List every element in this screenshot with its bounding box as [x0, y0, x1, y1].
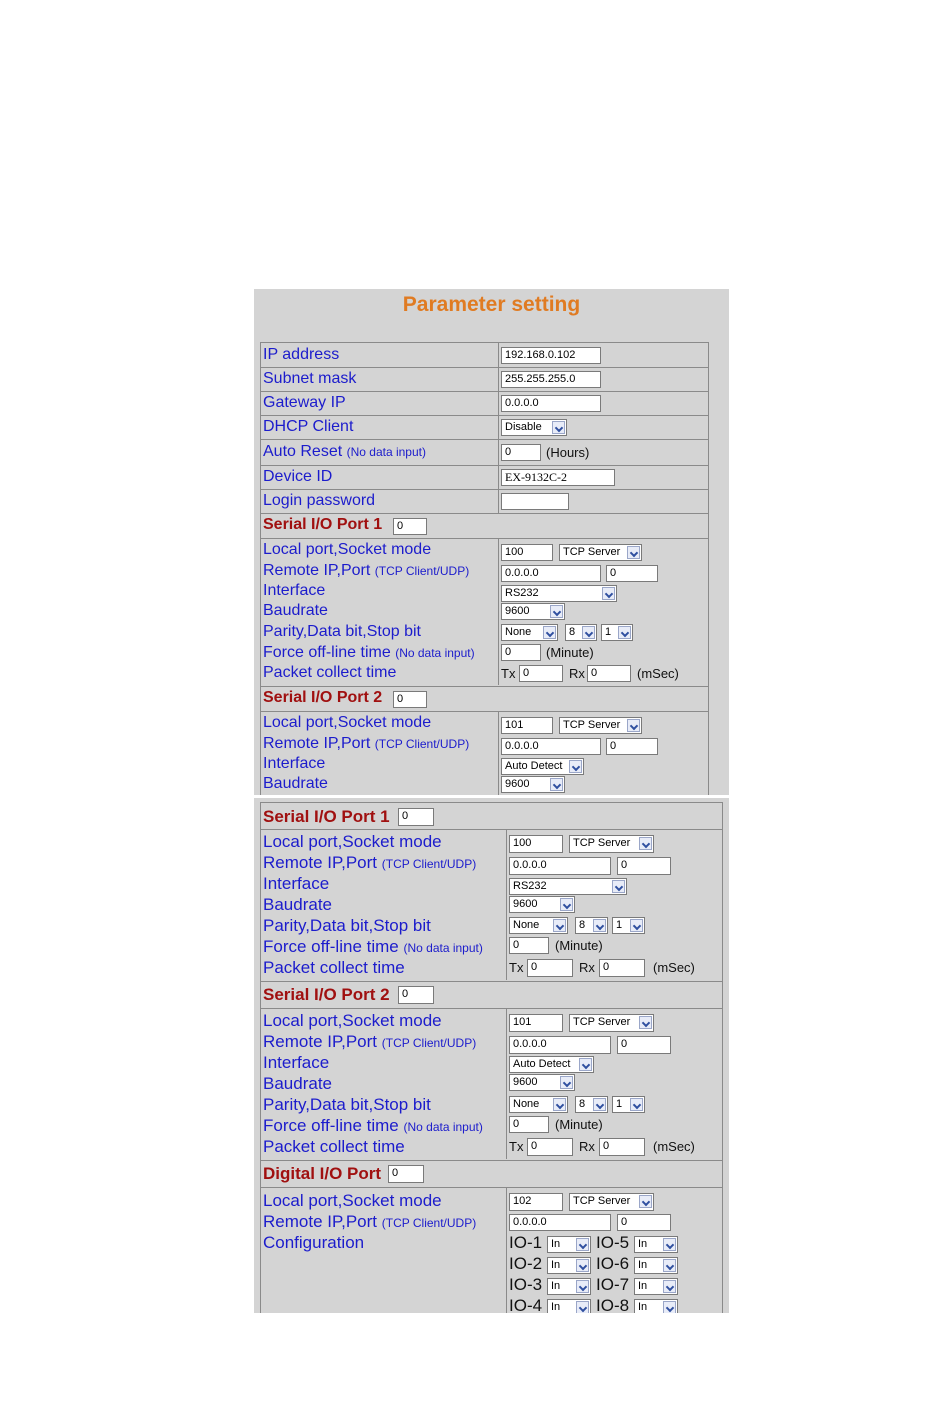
chevron-down-icon [639, 1016, 652, 1029]
data-bit-select[interactable] [575, 1096, 608, 1113]
remote-ip-label [263, 1032, 476, 1052]
packet-unit: (mSec) [653, 1139, 695, 1154]
parity-label: Parity,Data bit,Stop bit [263, 916, 431, 935]
packet-collect-label: Packet collect time [263, 958, 405, 977]
serial-port-2-header [260, 982, 723, 1009]
socket-mode-value: TCP Server [573, 1016, 631, 1028]
remote-ip-text: Remote IP,Port [263, 1212, 378, 1231]
data-bit-value: 8 [579, 919, 586, 931]
io-4-value: In [551, 1301, 561, 1313]
tx-label: Tx [509, 1139, 524, 1154]
stop-bit-select[interactable] [612, 1096, 645, 1113]
socket-mode-select[interactable] [569, 1193, 654, 1211]
remote-ip-input[interactable]: 0.0.0.0 [509, 1214, 611, 1231]
parity-value: None [505, 626, 532, 638]
serial-port-2-header [260, 687, 709, 712]
local-port-label: Local port,Socket mode [263, 714, 432, 731]
remote-ip-note: (TCP Client/UDP) [381, 1216, 477, 1230]
parity-select[interactable] [501, 624, 558, 641]
auto-reset-text: Auto Reset [263, 443, 343, 460]
page-title: Parameter setting [402, 293, 581, 316]
io-1-label: IO-1 [509, 1233, 543, 1252]
io-3-label: IO-3 [509, 1275, 543, 1294]
parity-label: Parity,Data bit,Stop bit [263, 1095, 431, 1114]
remote-ip-input[interactable]: 0.0.0.0 [501, 565, 601, 582]
data-bit-select[interactable] [575, 917, 608, 934]
io-6-label: IO-6 [596, 1254, 630, 1273]
offline-time-input[interactable]: 0 [509, 1116, 549, 1133]
tx-label: Tx [509, 960, 524, 975]
device-id-input[interactable]: EX-9132C-2 [501, 469, 615, 486]
chevron-down-icon [576, 1238, 589, 1251]
socket-mode-value: TCP Server [563, 719, 621, 731]
io-5-value: In [638, 1238, 648, 1250]
tx-input[interactable]: 0 [527, 1138, 573, 1156]
general-settings-table [260, 342, 709, 514]
packet-collect-label: Packet collect time [263, 1137, 405, 1156]
remote-ip-text: Remote IP,Port [263, 735, 371, 752]
gateway-ip-input[interactable]: 0.0.0.0 [501, 395, 601, 412]
chevron-down-icon [576, 1301, 589, 1313]
ip-address-label: IP address [263, 346, 340, 363]
data-bit-value: 8 [579, 1098, 586, 1110]
serial-port-2-id-input[interactable]: 0 [398, 986, 434, 1004]
tx-label: Tx [501, 666, 516, 681]
io-5-select[interactable] [634, 1236, 678, 1253]
rx-label: Rx [579, 960, 595, 975]
baudrate-label: Baudrate [263, 602, 328, 619]
subnet-mask-label: Subnet mask [263, 370, 357, 387]
offline-time-note: (No data input) [395, 646, 475, 660]
auto-reset-label [263, 443, 426, 461]
remote-port-input[interactable]: 0 [617, 857, 671, 875]
parity-value: None [513, 919, 540, 931]
dhcp-client-label: DHCP Client [263, 418, 354, 435]
remote-ip-label [263, 1212, 476, 1232]
local-port-input[interactable]: 100 [509, 835, 563, 853]
packet-unit: (mSec) [637, 666, 679, 681]
serial-port-2-settings [260, 712, 709, 795]
io-6-select[interactable] [634, 1257, 678, 1274]
interface-select[interactable] [509, 878, 627, 895]
remote-ip-note: (TCP Client/UDP) [381, 857, 477, 871]
chevron-down-icon [612, 880, 625, 893]
tx-input[interactable]: 0 [527, 959, 573, 977]
baudrate-value: 9600 [513, 898, 538, 910]
digital-io-id-input[interactable]: 0 [388, 1165, 424, 1183]
gateway-ip-label: Gateway IP [263, 394, 346, 411]
configuration-label: Configuration [263, 1233, 365, 1252]
baudrate-label: Baudrate [263, 895, 332, 914]
local-port-input[interactable]: 100 [501, 544, 553, 561]
interface-value: Auto Detect [513, 1058, 571, 1070]
remote-ip-label [263, 853, 476, 873]
remote-ip-input[interactable]: 0.0.0.0 [509, 1036, 611, 1054]
remote-port-input[interactable]: 0 [617, 1214, 671, 1231]
chevron-down-icon [593, 1098, 606, 1111]
serial-port-1-header [260, 514, 709, 539]
io-6-value: In [638, 1259, 648, 1271]
parity-select[interactable] [509, 917, 568, 934]
interface-label: Interface [263, 874, 330, 893]
offline-time-unit: (Minute) [555, 938, 603, 953]
local-port-label: Local port,Socket mode [263, 1011, 442, 1030]
data-bit-select[interactable] [565, 624, 597, 641]
auto-reset-note: (No data input) [346, 445, 426, 459]
parity-label: Parity,Data bit,Stop bit [263, 623, 421, 640]
offline-time-unit: (Minute) [555, 1117, 603, 1132]
chevron-down-icon [618, 626, 631, 639]
interface-select[interactable] [501, 585, 617, 602]
chevron-down-icon [550, 778, 563, 791]
socket-mode-select[interactable] [559, 717, 642, 734]
stop-bit-select[interactable] [612, 917, 645, 934]
chevron-down-icon [582, 626, 595, 639]
device-id-label: Device ID [263, 468, 333, 485]
parameter-setting-panel [254, 289, 729, 795]
remote-ip-input[interactable]: 0.0.0.0 [501, 738, 601, 755]
ip-address-input[interactable]: 192.168.0.102 [501, 347, 601, 364]
chevron-down-icon [663, 1280, 676, 1293]
local-port-label: Local port,Socket mode [263, 541, 432, 558]
io-5-label: IO-5 [596, 1233, 630, 1252]
chevron-down-icon [630, 1098, 643, 1111]
rx-label: Rx [579, 1139, 595, 1154]
offline-time-input[interactable]: 0 [501, 644, 541, 661]
subnet-mask-input[interactable]: 255.255.255.0 [501, 371, 601, 388]
io-4-label: IO-4 [509, 1296, 543, 1313]
offline-time-note: (No data input) [403, 1120, 483, 1134]
serial-port-2-id-input[interactable]: 0 [393, 691, 427, 708]
interface-value: RS232 [505, 587, 539, 599]
io-2-select[interactable] [547, 1257, 591, 1274]
baudrate-value: 9600 [505, 605, 530, 617]
digital-io-header [260, 1161, 723, 1188]
serial-port-2-title: Serial I/O Port 2 [263, 985, 390, 1004]
io-4-select[interactable] [547, 1299, 591, 1313]
baudrate-select[interactable] [501, 603, 565, 620]
socket-mode-value: TCP Server [573, 1195, 631, 1207]
chevron-down-icon [552, 421, 565, 434]
packet-unit: (mSec) [653, 960, 695, 975]
local-port-label: Local port,Socket mode [263, 832, 442, 851]
local-port-input[interactable]: 101 [501, 717, 553, 734]
offline-time-label [263, 644, 475, 662]
packet-collect-label: Packet collect time [263, 664, 397, 681]
chevron-down-icon [663, 1259, 676, 1272]
serial-port-1-settings [260, 830, 723, 982]
baudrate-value: 9600 [513, 1076, 538, 1088]
parity-select[interactable] [509, 1096, 568, 1113]
serial-port-2-title: Serial I/O Port 2 [263, 689, 383, 706]
stop-bit-value: 1 [616, 919, 623, 931]
chevron-down-icon [630, 919, 643, 932]
chevron-down-icon [602, 587, 615, 600]
serial-port-1-settings [260, 539, 709, 687]
interface-select[interactable] [509, 1056, 594, 1073]
chevron-down-icon [593, 919, 606, 932]
chevron-down-icon [576, 1259, 589, 1272]
chevron-down-icon [569, 760, 582, 773]
io-8-label: IO-8 [596, 1296, 630, 1313]
socket-mode-value: TCP Server [573, 837, 631, 849]
remote-ip-text: Remote IP,Port [263, 853, 378, 872]
digital-io-title: Digital I/O Port [263, 1164, 382, 1183]
offline-time-text: Force off-line time [263, 1116, 399, 1135]
chevron-down-icon [560, 898, 573, 911]
remote-ip-input[interactable]: 0.0.0.0 [509, 857, 611, 875]
chevron-down-icon [553, 919, 566, 932]
io-1-select[interactable] [547, 1236, 591, 1253]
remote-ip-label [263, 562, 469, 580]
socket-mode-value: TCP Server [563, 546, 621, 558]
local-port-input[interactable]: 102 [509, 1193, 563, 1211]
remote-ip-note: (TCP Client/UDP) [374, 564, 470, 578]
serial-port-1-title: Serial I/O Port 1 [263, 807, 390, 826]
io-7-value: In [638, 1280, 648, 1292]
interface-label: Interface [263, 755, 326, 772]
chevron-down-icon [627, 546, 640, 559]
remote-port-input[interactable]: 0 [617, 1036, 671, 1054]
io-2-value: In [551, 1259, 561, 1271]
socket-mode-select[interactable] [569, 1014, 654, 1032]
stop-bit-value: 1 [616, 1098, 623, 1110]
io-8-value: In [638, 1301, 648, 1313]
remote-ip-text: Remote IP,Port [263, 562, 371, 579]
auto-reset-input[interactable]: 0 [501, 444, 541, 461]
io-1-value: In [551, 1238, 561, 1250]
io-7-select[interactable] [634, 1278, 678, 1295]
parameter-setting-panel-scrolled [254, 798, 729, 1313]
stop-bit-select[interactable] [601, 624, 633, 641]
remote-ip-note: (TCP Client/UDP) [374, 737, 470, 751]
chevron-down-icon [663, 1238, 676, 1251]
rx-input[interactable]: 0 [599, 959, 645, 977]
login-password-input[interactable] [501, 493, 569, 510]
dhcp-client-select[interactable] [501, 419, 567, 436]
io-2-label: IO-2 [509, 1254, 543, 1273]
tx-input[interactable]: 0 [519, 665, 563, 682]
offline-time-text: Force off-line time [263, 644, 391, 661]
stop-bit-value: 1 [605, 626, 612, 638]
serial-port-1-id-input[interactable]: 0 [393, 518, 427, 535]
offline-time-label [263, 1116, 483, 1136]
data-bit-value: 8 [569, 626, 576, 638]
offline-time-text: Force off-line time [263, 937, 399, 956]
baudrate-select[interactable] [501, 776, 565, 793]
interface-select[interactable] [501, 758, 584, 775]
serial-port-2-settings [260, 1009, 723, 1161]
remote-ip-note: (TCP Client/UDP) [381, 1036, 477, 1050]
chevron-down-icon [550, 605, 563, 618]
baudrate-label: Baudrate [263, 1074, 332, 1093]
auto-reset-unit: (Hours) [546, 445, 590, 460]
local-port-input[interactable]: 101 [509, 1014, 563, 1032]
io-7-label: IO-7 [596, 1275, 630, 1294]
chevron-down-icon [663, 1301, 676, 1313]
chevron-down-icon [543, 626, 556, 639]
rx-input[interactable]: 0 [587, 665, 631, 682]
interface-value: RS232 [513, 880, 547, 892]
chevron-down-icon [560, 1076, 573, 1089]
chevron-down-icon [576, 1280, 589, 1293]
remote-port-input[interactable]: 0 [606, 565, 658, 582]
chevron-down-icon [639, 1195, 652, 1208]
chevron-down-icon [579, 1058, 592, 1071]
socket-mode-select[interactable] [569, 835, 654, 853]
local-port-label: Local port,Socket mode [263, 1191, 442, 1210]
offline-time-input[interactable]: 0 [509, 937, 549, 954]
rx-label: Rx [569, 666, 585, 681]
interface-value: Auto Detect [505, 760, 563, 772]
serial-port-1-id-input[interactable]: 0 [398, 808, 434, 826]
serial-port-1-header [260, 802, 723, 830]
socket-mode-select[interactable] [559, 544, 642, 561]
io-8-select[interactable] [634, 1299, 678, 1313]
offline-time-label [263, 937, 483, 957]
parity-value: None [513, 1098, 540, 1110]
remote-ip-label [263, 735, 469, 753]
login-password-label: Login password [263, 492, 376, 509]
baudrate-select[interactable] [509, 896, 575, 913]
rx-input[interactable]: 0 [599, 1138, 645, 1156]
baudrate-select[interactable] [509, 1074, 575, 1091]
offline-time-note: (No data input) [403, 941, 483, 955]
offline-time-unit: (Minute) [546, 645, 594, 660]
chevron-down-icon [553, 1098, 566, 1111]
digital-io-settings [260, 1188, 723, 1313]
io-3-select[interactable] [547, 1278, 591, 1295]
chevron-down-icon [627, 719, 640, 732]
baudrate-value: 9600 [505, 778, 530, 790]
io-3-value: In [551, 1280, 561, 1292]
interface-label: Interface [263, 582, 326, 599]
dhcp-client-value: Disable [505, 421, 542, 433]
serial-port-1-title: Serial I/O Port 1 [263, 516, 383, 533]
baudrate-label: Baudrate [263, 775, 328, 792]
remote-ip-text: Remote IP,Port [263, 1032, 378, 1051]
chevron-down-icon [639, 837, 652, 850]
remote-port-input[interactable]: 0 [606, 738, 658, 755]
interface-label: Interface [263, 1053, 330, 1072]
